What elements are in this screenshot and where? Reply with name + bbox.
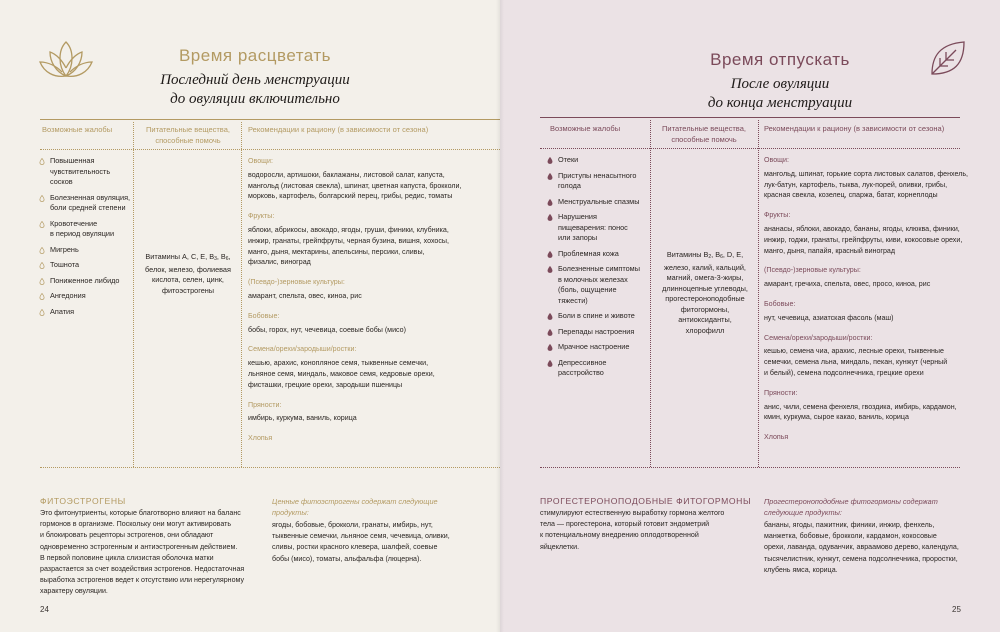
box-italic (764, 496, 989, 518)
complaint-line: Кровотечение (50, 218, 98, 228)
diet-category: Пряности: (248, 400, 282, 409)
diet-items (248, 170, 498, 202)
nutrients-line: длинноцепные углеводы, (662, 283, 748, 293)
diet-category: Хлопья (248, 434, 273, 443)
complaint-item (38, 291, 133, 302)
diet-items (248, 225, 498, 268)
complaint-line: Боли в спине и животе (558, 311, 635, 320)
drop-icon (547, 214, 553, 221)
diet-line: водоросли, артишоки, баклажаны, листовой салат, капуста, (248, 170, 445, 179)
box-line: выработка эстрогенов ведет к отсутствию или нерегулярному (40, 576, 245, 585)
complaint-line: Тошнота (50, 260, 80, 269)
box-heading: ПРОГЕСТЕРОНОПОДОБНЫЕ ФИТОГОРМОНЫ (540, 496, 752, 506)
table-top-rule (40, 119, 500, 120)
diet-items (248, 291, 498, 302)
complaint-line: голода (558, 181, 581, 190)
complaint-item (38, 276, 133, 287)
drop-icon (547, 199, 553, 206)
complaints-list (546, 155, 650, 384)
box-text (540, 508, 750, 553)
complaint-line: Отеки (558, 155, 579, 164)
complaint-item (38, 219, 133, 240)
diet-items (764, 169, 996, 201)
header-complaints: Возможные жалобы (42, 125, 113, 134)
diet-category: Бобовые: (248, 311, 280, 320)
diet-line: мангольд (листовая свекла), шпинат, цветная капуста, брокколи, (248, 181, 462, 190)
box-list (764, 520, 994, 576)
diet-category: (Псевдо-)зерновые культуры: (764, 266, 861, 275)
diet-line: морковь, картофель, болгарский перец, грибы, редис, томаты (248, 192, 453, 201)
diet-line: инжир, гранаты, грейпфруты, черная бузина, вишня, хохосы, (248, 236, 449, 245)
complaint-line: Пониженное либидо (50, 275, 120, 285)
header-diet: Рекомендации к рациону (в зависимости от сезона) (764, 124, 945, 133)
box-line: продукты: (272, 508, 309, 517)
box-line: гормонов в организме. Поскольку они могут активировать (40, 520, 232, 529)
complaint-line: расстройство (558, 368, 604, 377)
diet-line: фисташки, грецкие орехи, зародыши пшеницы (248, 380, 403, 389)
complaint-line: Депрессивное (558, 357, 607, 367)
complaint-line: Апатия (50, 306, 75, 316)
drop-icon (39, 309, 45, 316)
diet-items (248, 413, 498, 424)
complaint-item (546, 212, 650, 244)
diet-line: красная свекла, козелец, спаржа, батат, корнеплоды (764, 191, 938, 200)
complaint-item (546, 264, 650, 306)
diet-line: анис, чили, семена фенхеля, гвоздика, имбирь, кардамон, (764, 402, 957, 411)
col-divider-2 (758, 120, 759, 467)
complaint-item (38, 307, 133, 318)
header-nutrients-line1: Питательные вещества, (146, 125, 230, 134)
box-text (40, 508, 265, 598)
diet-line: кмин, куркума, сырое какао, ваниль, корица (764, 413, 909, 422)
drop-icon (39, 158, 45, 165)
complaint-item (38, 260, 133, 271)
diet-line: имбирь, куркума, ваниль, корица (248, 414, 357, 423)
nutrients-line: кислота, селен, цинк, (152, 275, 224, 284)
drop-icon (39, 221, 45, 228)
complaint-line: сосков (50, 177, 73, 186)
lotus-icon (36, 36, 96, 84)
header-complaints: Возможные жалобы (550, 124, 621, 133)
drop-icon (547, 173, 553, 180)
drop-icon (547, 360, 553, 367)
left-title-block (120, 46, 390, 109)
col-divider-2 (241, 122, 242, 467)
diet-line: бобы, горох, нут, чечевица, соевые бобы (мисо) (248, 325, 406, 334)
box-italic (272, 496, 497, 518)
box-list (272, 520, 497, 565)
page-subtitle-line1: Последний день менструации (160, 72, 350, 88)
table-top-rule (540, 117, 960, 118)
complaint-item (546, 155, 650, 166)
complaint-line: Менструальные спазмы (558, 196, 640, 206)
box-line: тыквенные семечки, льняное семя, чечевица, оливки, (272, 532, 450, 541)
diet-category: Пряности: (764, 388, 798, 397)
header-divider (540, 148, 960, 149)
diet-line: манго, дыня, папайя, красный виноград (764, 246, 896, 255)
complaint-item (38, 156, 133, 188)
box-line: Ценные фитоэстрогены содержат следующие (272, 497, 438, 506)
page-number: 24 (40, 605, 49, 614)
complaint-line: Приступы ненасытного (558, 170, 637, 180)
diet-category: Овощи: (764, 156, 789, 164)
header-diet: Рекомендации к рациону (в зависимости от сезона) (248, 125, 429, 134)
diet-category: Семена/орехи/зародыши/ростки: (764, 333, 873, 342)
nutrients-vitamins: Витамины A, C, E, $B_3$, $B_6$, (145, 252, 231, 262)
box-line: ягоды, бобовые, брокколи, гранаты, имбирь, нут, (272, 521, 433, 529)
box-line: стимулируют естественную выработку гормона желтого (540, 509, 725, 517)
drop-icon (39, 278, 45, 285)
complaint-line: или запоры (558, 233, 598, 242)
complaint-line: Перепады настроения (558, 326, 635, 336)
table-bottom-rule (540, 467, 960, 468)
complaint-line: Нарушения (558, 212, 597, 221)
col-divider-1 (133, 122, 134, 467)
box-line: клубень ямса, корица. (764, 565, 838, 574)
box-line: бананы, ягоды, пажитник, финики, инжир, фенхель, (764, 521, 935, 529)
nutrients-line: белок, железо, фолиевая (145, 264, 231, 274)
box-line: В первой половине цикла слизистая оболочка матки (40, 553, 214, 562)
page-title: Время расцветать (178, 46, 332, 65)
complaint-item (546, 311, 650, 322)
complaint-line: Болезненная овуляция, (50, 192, 131, 202)
drop-icon (547, 329, 553, 336)
complaint-item (546, 249, 650, 260)
complaint-line: Проблемная кожа (558, 248, 619, 258)
box-line: Прогестероноподобные фитогормоны содержат (764, 497, 938, 506)
header-nutrients-line2: способные помочь (671, 135, 737, 144)
diet-line: семечки, семена льна, миндаль, пекан, кунжут (черный (764, 358, 948, 367)
nutrients-line: фитогормоны, антиоксиданты, (678, 304, 732, 324)
diet-cell (764, 155, 996, 452)
diet-items (764, 279, 996, 290)
box-line: разрастается за счет воздействия эстрогенов. Недостаточная (40, 565, 245, 574)
complaint-item (546, 197, 650, 208)
complaint-item (546, 342, 650, 353)
complaint-line: Мрачное настроение (558, 342, 630, 351)
right-title-block (630, 50, 930, 113)
diet-line: ананасы, яблоки, авокадо, бананы, ягоды, клюква, финики, (764, 224, 960, 233)
drop-icon (39, 293, 45, 300)
diet-category: Фрукты: (764, 211, 791, 220)
drop-icon (39, 247, 45, 254)
complaint-line: Болезненные симптомы (558, 264, 640, 273)
diet-line: амарант, гречиха, спельта, овес, просо, киноа, рис (764, 280, 931, 289)
drop-icon (547, 344, 553, 351)
header-nutrients (138, 124, 238, 146)
box-line: к потенциальному внедрению оплодотворенной (540, 531, 699, 540)
diet-cell (248, 156, 498, 453)
page-subtitle-line1: После овуляции (730, 76, 830, 92)
nutrients-line: железо, калий, кальций, (664, 262, 746, 272)
page-title: Время отпускать (710, 50, 850, 69)
nutrients-line: прогестероноподобные (665, 294, 745, 303)
drop-icon (39, 195, 45, 202)
complaint-line: Ангедония (50, 291, 86, 300)
header-nutrients (654, 123, 754, 145)
leaf-icon (926, 36, 970, 80)
header-nutrients-line2: способные помочь (155, 136, 221, 145)
nutrients-line: хлорофилл (685, 325, 725, 335)
diet-category: (Псевдо-)зерновые культуры: (248, 278, 345, 287)
box-line: бобы (мисо), томаты, альфальфа (люцерна). (272, 554, 422, 563)
box-line: следующие продукты: (764, 508, 842, 517)
diet-category: Фрукты: (248, 212, 275, 221)
complaint-item (546, 171, 650, 192)
diet-items (764, 313, 996, 324)
box-line: орехи, лаванда, одуванчик, авраамово дерево, календула, (764, 543, 959, 552)
complaint-line: пищеварения: понос (558, 222, 628, 232)
page-subtitle-line2: до конца менструации (707, 95, 853, 111)
complaint-line: в молочных железах (558, 274, 628, 284)
box-line: тысячелистник, кунжут, семена подсолнечника, проростки, (764, 554, 958, 563)
header-divider (40, 149, 500, 150)
diet-items (248, 325, 498, 336)
complaint-line: боли средней степени (50, 203, 126, 212)
diet-line: и белый), семена подсолнечника, грецкие орехи (764, 368, 924, 377)
diet-category: Бобовые: (764, 299, 796, 308)
diet-line: лук-батун, картофель, тыква, лук-порей, оливки, грибы, (764, 180, 948, 189)
diet-items (764, 346, 996, 378)
diet-line: инжир, годжи, гранаты, грейпфруты, киви, кокосовые орехи, (764, 235, 963, 244)
table-bottom-rule (40, 467, 500, 468)
diet-category: Хлопья (764, 433, 789, 442)
page-subtitle-line2: до овуляции включительно (170, 91, 340, 107)
diet-line: физалис, виноград (248, 258, 311, 267)
diet-category: Овощи: (248, 157, 273, 165)
complaint-item (38, 245, 133, 256)
box-line: тела — прогестерона, который готовит эндометрий (540, 520, 710, 529)
complaint-item (546, 327, 650, 338)
header-nutrients-line1: Питательные вещества, (662, 124, 746, 133)
complaint-line: чувствительность (50, 166, 111, 176)
diet-line: манго, дыня, мектарины, апельсины, персики, сливы, (248, 247, 425, 256)
complaint-item (38, 193, 133, 214)
diet-line: кешью, арахис, конопляное семя, тыквенные семечки, (248, 359, 429, 368)
diet-items (764, 224, 996, 256)
box-line: и блокировать рецепторы эстрогенов, они обладают (40, 531, 214, 540)
book-gutter (496, 0, 504, 632)
drop-icon (547, 313, 553, 320)
nutrients-vitamins: Витамины $B_2$, $B_6$, D, E, (666, 250, 744, 260)
box-heading: ФИТОЭСТРОГЕНЫ (40, 496, 126, 506)
page-number: 25 (952, 605, 961, 614)
col-divider-1 (650, 120, 651, 467)
box-line: яйцеклетки. (540, 542, 580, 551)
diet-items (764, 402, 996, 424)
complaint-line: (боль, ощущение (558, 285, 617, 294)
complaints-list (38, 156, 133, 322)
diet-line: мангольд, шпинат, горькие сорта листовых салатов, фенхель, (764, 169, 969, 178)
complaint-line: Повышенная (50, 156, 95, 165)
diet-line: кешью, семена чиа, арахис, лесные орехи, тыквенные (764, 347, 944, 356)
box-line: сливы, ростки красного клевера, шалфей, соевые (272, 543, 438, 552)
nutrients-line: магний, омега-3-жиры, (666, 273, 744, 282)
diet-items (248, 358, 498, 390)
complaint-line: Мигрень (50, 244, 79, 254)
diet-category: Семена/орехи/зародыши/ростки: (248, 345, 357, 354)
nutrients-cell (654, 250, 756, 336)
diet-line: льняное семя, миндаль, маковое семя, кедровые орехи, (248, 369, 435, 378)
box-line: одновременно эстрогенным и антиэстрогенным действием. (40, 542, 238, 551)
drop-icon (547, 266, 553, 273)
box-line: характеру овуляции. (40, 587, 108, 596)
right-page (500, 0, 1000, 632)
box-line: манжетка, бобовые, брокколи, кардамон, кокосовые (764, 532, 937, 541)
complaint-line: в период овуляции (50, 229, 115, 238)
diet-line: амарант, спельта, овес, киноа, рис (248, 291, 362, 300)
diet-line: нут, чечевица, азиатская фасоль (маш) (764, 313, 894, 322)
box-line: Это фитонутриенты, которые благотворно влияют на баланс (40, 509, 241, 517)
drop-icon (39, 262, 45, 269)
drop-icon (547, 251, 553, 258)
drop-icon (547, 157, 553, 164)
complaint-item (546, 358, 650, 379)
nutrients-cell (138, 252, 238, 296)
diet-line: яблоки, абрикосы, авокадо, ягоды, груши, финики, клубника, (248, 225, 449, 234)
nutrients-line: фитоэстрогены (161, 285, 215, 295)
complaint-line: тяжести) (558, 295, 588, 305)
